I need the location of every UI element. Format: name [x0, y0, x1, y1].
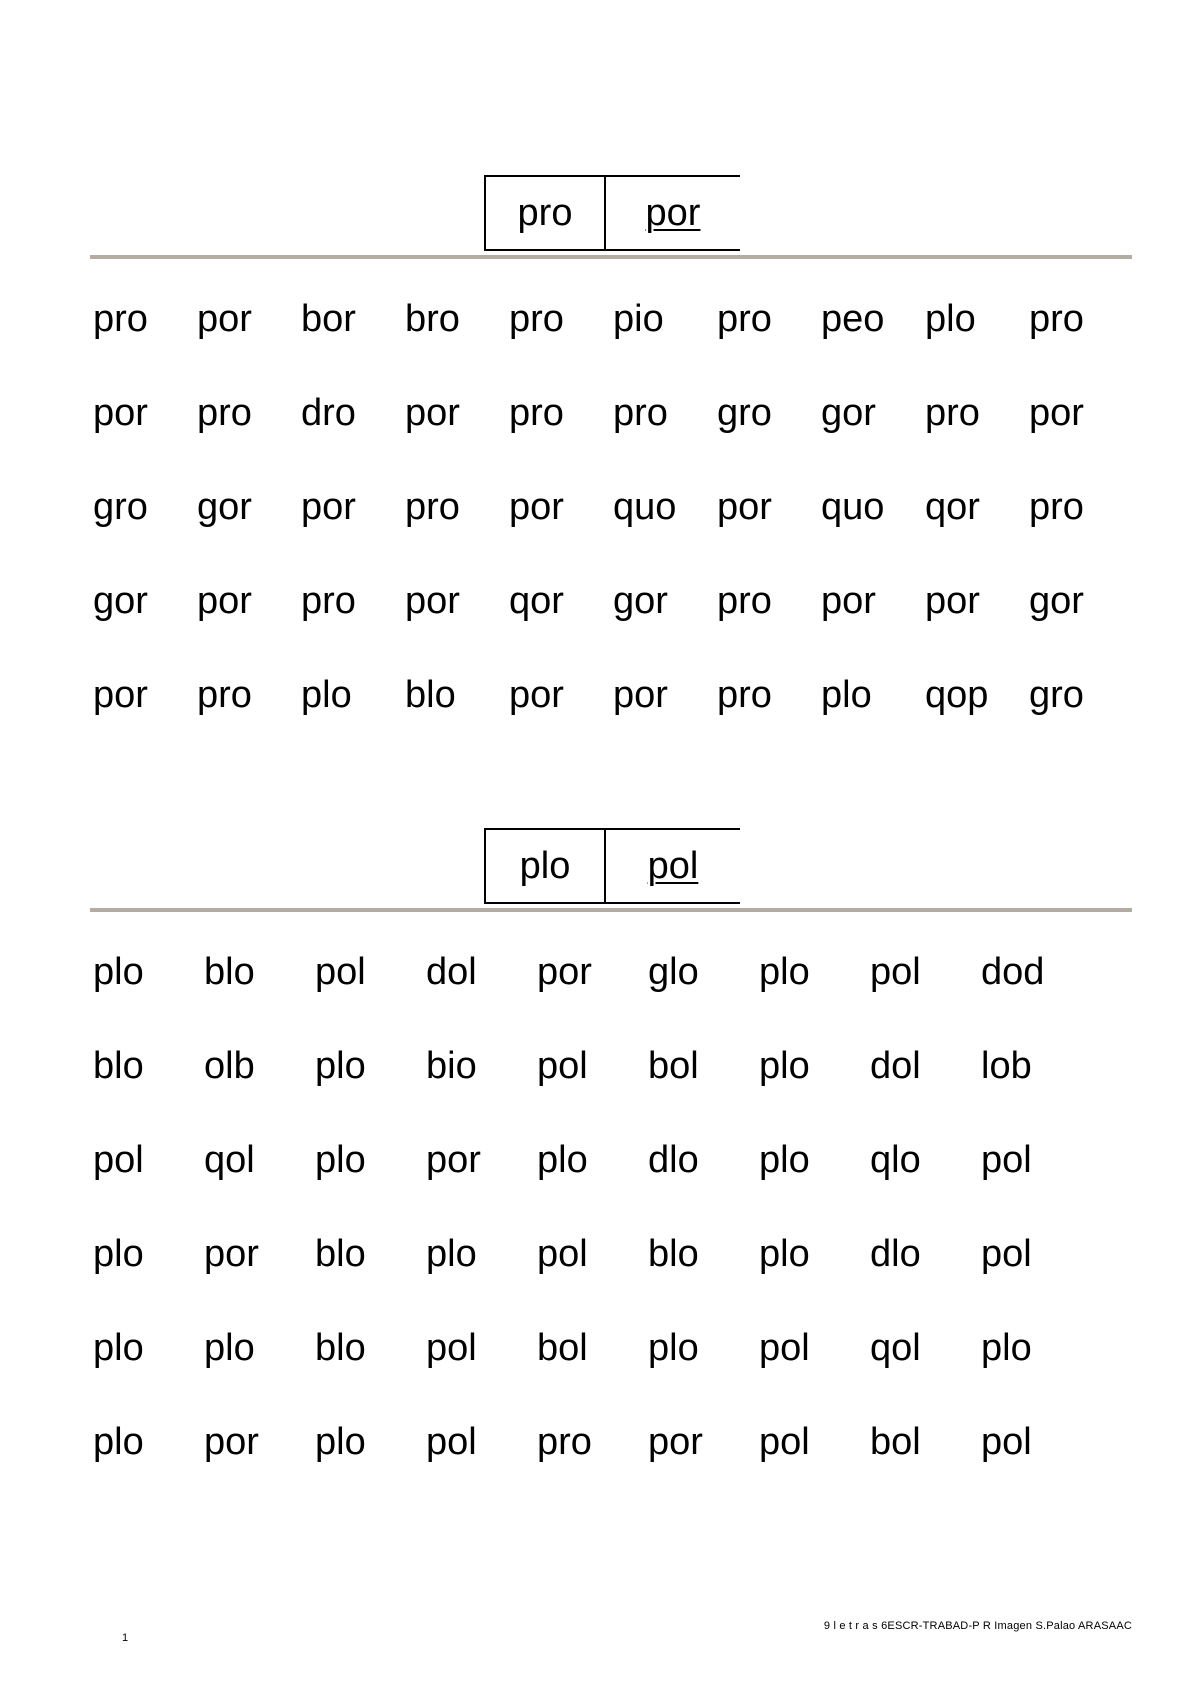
syllable-word: pro [717, 298, 772, 340]
syllable-word: bol [648, 1045, 699, 1087]
word-row [93, 391, 1153, 485]
syllable-word: por [197, 580, 252, 622]
syllable-word: dol [870, 1045, 921, 1087]
syllable-word: dol [426, 951, 477, 993]
syllable-word: gro [1029, 674, 1084, 716]
syllable-word: plo [981, 1327, 1032, 1369]
syllable-word: dod [981, 951, 1045, 993]
syllable-word: por [405, 392, 460, 434]
syllable-word: gor [821, 392, 876, 434]
syllable-word: pro [537, 1421, 592, 1463]
header-syllable-1-text: plo [519, 844, 571, 887]
syllable-word: plo [759, 951, 810, 993]
syllable-word: plo [925, 298, 976, 340]
syllable-word: pol [981, 1139, 1032, 1181]
syllable-word: plo [301, 674, 352, 716]
syllable-word: pol [537, 1233, 588, 1275]
word-row [93, 673, 1153, 767]
syllable-word: pro [197, 392, 252, 434]
syllable-word: por [405, 580, 460, 622]
word-row [93, 1044, 1153, 1138]
syllable-word: pro [1029, 486, 1084, 528]
syllable-word: pol [870, 951, 921, 993]
header-syllable-1-text: pro [517, 191, 573, 234]
syllable-word: qol [204, 1139, 255, 1181]
syllable-word: pro [509, 298, 564, 340]
syllable-word: blo [315, 1327, 366, 1369]
syllable-word: gor [1029, 580, 1084, 622]
word-row [93, 1232, 1153, 1326]
syllable-word: quo [821, 486, 885, 528]
syllable-word: blo [648, 1233, 699, 1275]
syllable-word: plo [204, 1327, 255, 1369]
syllable-word: blo [315, 1233, 366, 1275]
syllable-word: pol [759, 1421, 810, 1463]
syllable-word: gor [197, 486, 252, 528]
syllable-word: pro [93, 298, 148, 340]
syllable-word: blo [93, 1045, 144, 1087]
syllable-word: bio [426, 1045, 477, 1087]
syllable-word: pol [981, 1233, 1032, 1275]
syllable-word: pol [426, 1421, 477, 1463]
syllable-word: pol [426, 1327, 477, 1369]
syllable-word: por [204, 1421, 259, 1463]
syllable-word: blo [204, 951, 255, 993]
syllable-word: plo [93, 951, 144, 993]
syllable-word: por [301, 486, 356, 528]
syllable-word: glo [648, 951, 699, 993]
syllable-word: pol [93, 1139, 144, 1181]
syllable-word: pro [509, 392, 564, 434]
syllable-word: plo [426, 1233, 477, 1275]
syllable-word: gor [613, 580, 668, 622]
syllable-word: bol [537, 1327, 588, 1369]
word-row [93, 1326, 1153, 1420]
syllable-word: peo [821, 298, 885, 340]
word-row [93, 1420, 1153, 1514]
syllable-word: por [925, 580, 980, 622]
syllable-word: pro [1029, 298, 1084, 340]
section-divider [90, 255, 1132, 259]
word-row [93, 297, 1153, 391]
syllable-word: plo [759, 1045, 810, 1087]
syllable-word: por [197, 298, 252, 340]
syllable-word: pro [405, 486, 460, 528]
syllable-word: qor [509, 580, 564, 622]
syllable-word: bro [405, 298, 460, 340]
section-header-box [484, 828, 740, 904]
word-grid [93, 950, 1153, 1514]
syllable-word: por [204, 1233, 259, 1275]
syllable-word: plo [759, 1139, 810, 1181]
syllable-word: plo [315, 1421, 366, 1463]
syllable-word: gro [93, 486, 148, 528]
syllable-word: por [821, 580, 876, 622]
header-syllable-2 [606, 830, 740, 902]
syllable-word: por [509, 674, 564, 716]
syllable-word: por [537, 951, 592, 993]
word-row [93, 1138, 1153, 1232]
syllable-word: pro [717, 674, 772, 716]
syllable-word: plo [93, 1327, 144, 1369]
syllable-word: pro [925, 392, 980, 434]
syllable-word: plo [648, 1327, 699, 1369]
syllable-word: bor [301, 298, 356, 340]
section-divider [90, 908, 1132, 912]
syllable-word: plo [821, 674, 872, 716]
syllable-word: lob [981, 1045, 1032, 1087]
syllable-word: pro [613, 392, 668, 434]
syllable-word: pol [759, 1327, 810, 1369]
word-row [93, 950, 1153, 1044]
syllable-word: qlo [870, 1139, 921, 1181]
syllable-word: por [717, 486, 772, 528]
syllable-word: pol [981, 1421, 1032, 1463]
syllable-word: pro [717, 580, 772, 622]
syllable-word: dro [301, 392, 356, 434]
syllable-word: pol [537, 1045, 588, 1087]
syllable-word: por [426, 1139, 481, 1181]
syllable-word: bol [870, 1421, 921, 1463]
footer-credits: 9 l e t r a s 6ESCR-TRABAD-P R Imagen S.Palao ARASAAC [823, 1620, 1132, 1632]
syllable-word: qop [925, 674, 989, 716]
syllable-word: pio [613, 298, 664, 340]
syllable-word: qol [870, 1327, 921, 1369]
syllable-word: gor [93, 580, 148, 622]
header-syllable-2-text: por [645, 191, 701, 234]
syllable-word: blo [405, 674, 456, 716]
syllable-word: plo [93, 1233, 144, 1275]
page-number: 1 [122, 1632, 129, 1644]
syllable-word: por [1029, 392, 1084, 434]
syllable-word: plo [315, 1045, 366, 1087]
syllable-word: dlo [648, 1139, 699, 1181]
syllable-word: qor [925, 486, 980, 528]
syllable-word: por [93, 674, 148, 716]
section-header-box [484, 175, 740, 251]
syllable-word: por [93, 392, 148, 434]
word-row [93, 579, 1153, 673]
syllable-word: por [648, 1421, 703, 1463]
syllable-word: pro [301, 580, 356, 622]
syllable-word: dlo [870, 1233, 921, 1275]
syllable-word: gro [717, 392, 772, 434]
syllable-word: por [613, 674, 668, 716]
header-syllable-2-text: pol [647, 844, 699, 887]
word-grid [93, 297, 1153, 767]
syllable-word: plo [759, 1233, 810, 1275]
syllable-word: quo [613, 486, 677, 528]
syllable-word: plo [93, 1421, 144, 1463]
header-syllable-2 [606, 177, 740, 249]
syllable-word: plo [315, 1139, 366, 1181]
header-syllable-1 [486, 830, 606, 902]
syllable-word: por [509, 486, 564, 528]
word-row [93, 485, 1153, 579]
syllable-word: pol [315, 951, 366, 993]
syllable-word: plo [537, 1139, 588, 1181]
syllable-word: pro [197, 674, 252, 716]
syllable-word: olb [204, 1045, 255, 1087]
header-syllable-1 [486, 177, 606, 249]
